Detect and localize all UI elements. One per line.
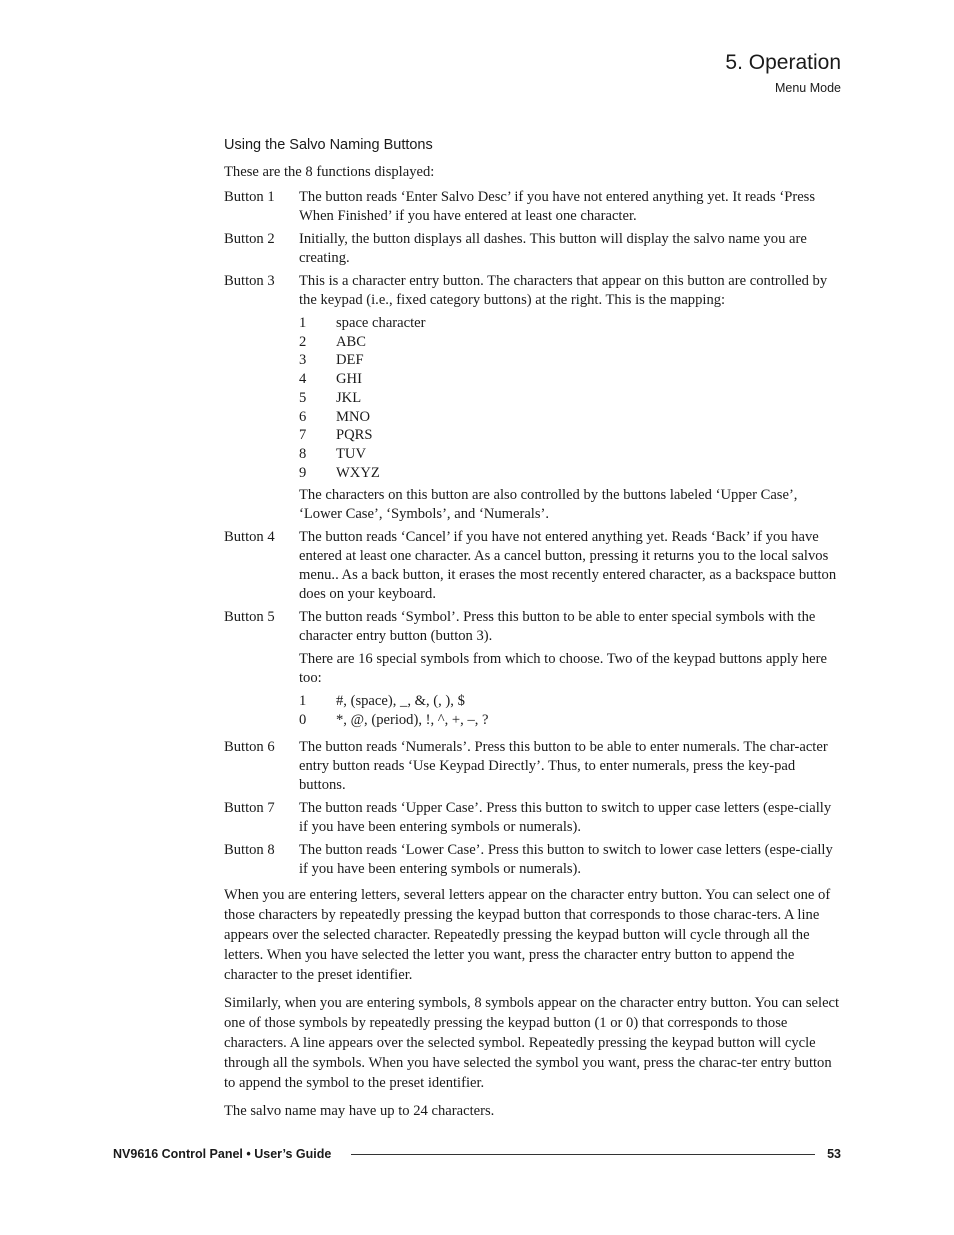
button-definition-row (224, 230, 841, 268)
keypad-mapping-row (299, 445, 841, 464)
keypad-characters: DEF (336, 352, 364, 369)
section-heading: Using the Salvo Naming Buttons (224, 137, 433, 153)
description-paragraph: The button reads ‘Cancel’ if you have not entered anything yet. Reads ‘Back’ if you have entered at least one character. As a cancel button, pressing it returns you to the local salvos menu.. As a back button, it erases the most recently entered character, as a backspace button does on your keyboard. (299, 529, 837, 603)
page-footer (113, 1145, 841, 1163)
keypad-characters: PQRS (336, 427, 373, 444)
button-label: Button 2 (224, 231, 275, 247)
page-body (224, 136, 841, 1121)
description-paragraph: Initially, the button displays all dashes. This button will display the salvo name you are creating. (299, 231, 807, 266)
keypad-mapping-row (299, 711, 841, 730)
button-definition-row (224, 188, 841, 226)
keypad-key: 2 (299, 333, 307, 350)
keypad-key: 0 (299, 712, 307, 729)
keypad-characters: MNO (336, 408, 371, 425)
footer-guide-title: NV9616 Control Panel • User’s Guide (113, 1147, 332, 1161)
keypad-key: 8 (299, 445, 307, 462)
keypad-mapping-row (299, 464, 841, 483)
keypad-key: 1 (299, 693, 307, 710)
keypad-characters: WXYZ (336, 464, 380, 481)
keypad-mapping-list (299, 692, 841, 729)
keypad-mapping-row (299, 426, 841, 445)
body-paragraph: The salvo name may have up to 24 characters. (224, 1102, 495, 1119)
keypad-mapping-row (299, 692, 841, 711)
button-label: Button 3 (224, 273, 275, 289)
description-paragraph: The button reads ‘Numerals’. Press this button to be able to enter numerals. The char-acter entry button reads ‘Use Keypad Directly’. Thus, to enter numerals, press the key-pad buttons. (299, 738, 828, 793)
keypad-characters: GHI (336, 371, 362, 388)
keypad-mapping-row (299, 314, 841, 333)
keypad-key: 5 (299, 389, 307, 406)
button-description (299, 528, 841, 604)
footer-rule (351, 1154, 815, 1155)
keypad-key: 9 (299, 464, 307, 481)
section-subtitle: Menu Mode (774, 81, 841, 95)
keypad-mapping-row (299, 389, 841, 408)
button-definition-list (224, 188, 841, 879)
button-label: Button 6 (224, 738, 275, 755)
button-label: Button 7 (224, 799, 275, 816)
keypad-mapping-list (299, 314, 841, 482)
button-label: Button 8 (224, 841, 275, 858)
button-description (299, 799, 841, 837)
description-paragraph: The button reads ‘Upper Case’. Press this button to switch to upper case letters (espe-cially if you have been entering symbols or numerals). (299, 799, 832, 835)
description-paragraph: There are 16 special symbols from which to choose. Two of the keypad buttons apply here too: (299, 651, 827, 687)
keypad-mapping-row (299, 333, 841, 352)
closing-paragraphs (224, 885, 841, 1121)
button-label: Button 1 (224, 189, 275, 205)
button-definition-row (224, 799, 841, 837)
keypad-characters: *, @, (period), !, ^, +, –, ? (336, 712, 489, 729)
keypad-key: 6 (299, 408, 307, 425)
button-description (299, 230, 841, 268)
keypad-mapping-row (299, 351, 841, 370)
button-description (299, 608, 841, 733)
button-label: Button 4 (224, 529, 275, 546)
button-definition-row (224, 528, 841, 604)
keypad-characters: space character (336, 315, 426, 331)
description-paragraph: The button reads ‘Enter Salvo Desc’ if you have not entered anything yet. It reads ‘Press When Finished’ if you have entered at least one character. (299, 189, 816, 224)
button-description (299, 188, 841, 226)
button-description (299, 738, 841, 795)
keypad-characters: TUV (336, 445, 366, 462)
keypad-mapping-row (299, 408, 841, 427)
intro-text: These are the 8 functions displayed: (224, 164, 435, 180)
keypad-key: 7 (299, 427, 307, 444)
keypad-key: 4 (299, 371, 307, 388)
body-paragraph: Similarly, when you are entering symbols, 8 symbols appear on the character entry button. You can select one of those symbols by repeatedly pressing the keypad button (1 or 0) that corresponds to those characters. A line appears over the selected symbol. Repeatedly pressing the keypad button will cycle through all the symbols. When you have selected the symbol you want, press the charac-ter entry button to append the symbol to the preset identifier. (224, 994, 840, 1091)
keypad-mapping-row (299, 370, 841, 389)
keypad-key: 3 (299, 352, 307, 369)
button-definition-row (224, 841, 841, 879)
button-label: Button 5 (224, 609, 275, 626)
button-description (299, 272, 841, 524)
button-definition-row (224, 738, 841, 795)
description-paragraph: The characters on this button are also controlled by the buttons labeled ‘Upper Case’, ‘Lower Case’, ‘Symbols’, and ‘Numerals’. (299, 487, 798, 523)
description-paragraph: The button reads ‘Symbol’. Press this button to be able to enter special symbols with the character entry button (button 3). (299, 609, 816, 645)
keypad-characters: JKL (336, 389, 362, 406)
keypad-key: 1 (299, 315, 307, 331)
description-paragraph: This is a character entry button. The characters that appear on this button are controlled by the keypad (i.e., fixed category buttons) at the right. This is the mapping: (299, 273, 828, 308)
keypad-characters: ABC (336, 333, 367, 350)
chapter-title: 5. Operation (725, 51, 841, 74)
button-definition-row (224, 608, 841, 733)
button-description (299, 841, 841, 879)
description-paragraph: The button reads ‘Lower Case’. Press this button to switch to lower case letters (espe-cially if you have been entering symbols or numerals). (299, 841, 833, 877)
button-definition-row (224, 272, 841, 524)
body-paragraph: When you are entering letters, several letters appear on the character entry button. You can select one of those characters by repeatedly pressing the keypad button that corresponds to those charac-ters. A line appears over the selected character. Repeatedly pressing the keypad button will cycle through all the letters. When you have selected the letter you want, press the character entry button to append the character to the preset identifier. (224, 886, 831, 983)
page-number: 53 (827, 1147, 841, 1161)
keypad-characters: #, (space), _, &, (, ), $ (336, 693, 465, 710)
